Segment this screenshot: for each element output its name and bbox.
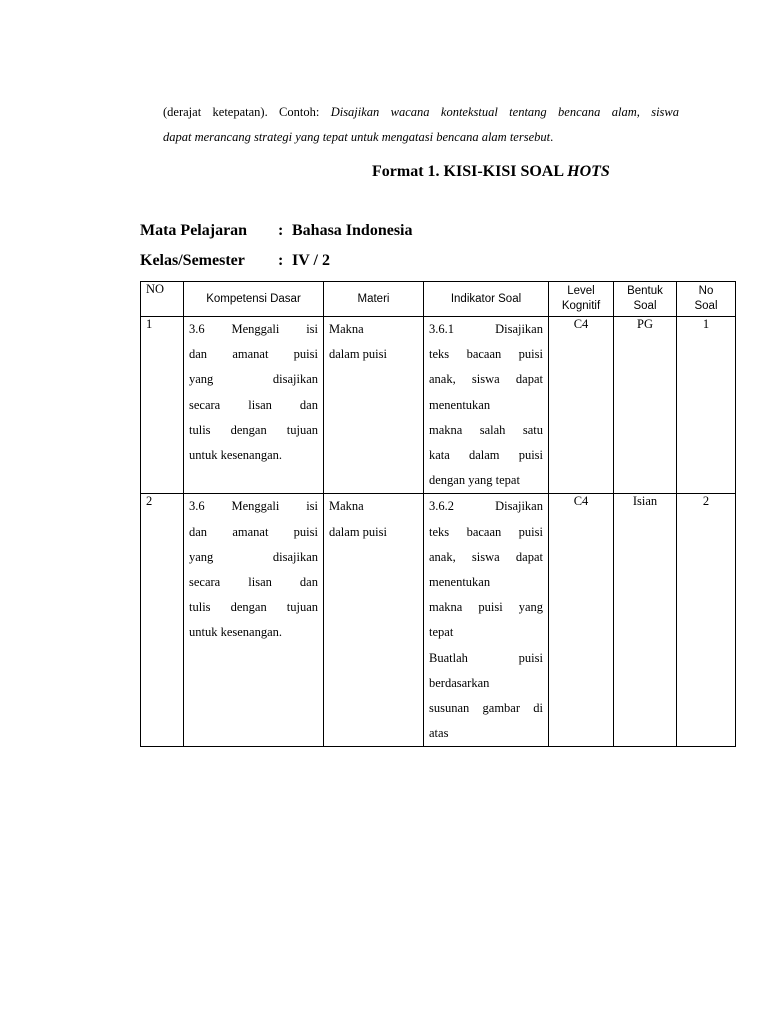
cell-indikator-soal xyxy=(424,317,549,494)
kd-line: yang disajikan xyxy=(189,372,318,387)
indikator-line: atas xyxy=(429,726,449,741)
header-indikator-soal: Indikator Soal xyxy=(424,282,549,317)
indikator-line: makna salah satu xyxy=(429,422,543,437)
mapel-value: Bahasa Indonesia xyxy=(292,222,413,239)
header-bentuk-line-2: Soal xyxy=(633,300,657,312)
mapel-label: Mata Pelajaran xyxy=(140,222,248,239)
header-bentuk-line-1: Bentuk xyxy=(627,285,663,297)
kd-line: secara lisan dan xyxy=(189,397,318,412)
intro-period: . xyxy=(550,130,554,144)
cell-indikator-soal xyxy=(424,494,549,747)
header-nosoal-line-1: No xyxy=(698,285,714,297)
cell-materi xyxy=(324,317,424,494)
cell-kompetensi-dasar xyxy=(184,317,324,494)
cell-no: 1 xyxy=(141,317,184,494)
header-level-line-2: Kognitif xyxy=(561,300,601,312)
header-materi: Materi xyxy=(324,282,424,317)
indikator-line: dengan yang tepat xyxy=(429,473,520,488)
cell-materi xyxy=(324,494,424,747)
indikator-line: menentukan xyxy=(429,575,491,590)
kd-line: 3.6 Menggali isi xyxy=(189,322,318,336)
indikator-line: berdasarkan xyxy=(429,675,490,690)
mapel-colon: : xyxy=(278,222,284,239)
kd-line: 3.6 Menggali isi xyxy=(189,499,318,514)
cell-no-soal: 1 xyxy=(677,317,736,494)
table-row xyxy=(141,317,736,494)
indikator-line: susunan gambar di xyxy=(429,701,543,716)
kelas-value: IV / 2 xyxy=(292,252,330,269)
indikator-line: anak, siswa dapat xyxy=(429,549,543,564)
kd-line: dan amanat puisi xyxy=(189,524,318,539)
format-title-text: Format 1. KISI-KISI SOAL xyxy=(372,163,568,180)
header-kompetensi-dasar: Kompetensi Dasar xyxy=(184,282,324,317)
indikator-line: Buatlah puisi xyxy=(429,650,543,665)
intro-paragraph xyxy=(163,100,679,150)
kd-line: untuk kesenangan. xyxy=(189,448,283,463)
indikator-line: teks bacaan puisi xyxy=(429,347,543,362)
kd-line: dan amanat puisi xyxy=(189,347,318,362)
indikator-line: 3.6.2 Disajikan xyxy=(429,499,543,514)
indikator-line: makna puisi yang xyxy=(429,600,543,615)
format-title xyxy=(372,163,610,181)
header-no: NO xyxy=(141,282,184,317)
materi-line: dalam puisi xyxy=(329,524,387,539)
header-level-kognitif xyxy=(549,282,614,317)
materi-line: dalam puisi xyxy=(329,347,387,362)
cell-kompetensi-dasar xyxy=(184,494,324,747)
header-no-soal xyxy=(677,282,736,317)
format-title-italic: HOTS xyxy=(567,163,610,180)
indikator-line: anak, siswa dapat xyxy=(429,372,543,387)
kelas-label: Kelas/Semester xyxy=(140,252,245,269)
header-bentuk-soal xyxy=(614,282,677,317)
indikator-line: menentukan xyxy=(429,397,491,412)
kelas-colon: : xyxy=(278,252,284,269)
meta-mata-pelajaran xyxy=(140,222,413,240)
kd-line: yang disajikan xyxy=(189,549,318,564)
cell-bentuk-soal: PG xyxy=(614,317,677,494)
meta-kelas-semester xyxy=(140,252,330,270)
intro-line-1 xyxy=(163,100,679,125)
intro-example-text: Disajikan wacana kontekstual tentang bencana alam, siswa xyxy=(330,105,679,119)
cell-level-kognitif: C4 xyxy=(549,494,614,747)
indikator-line: teks bacaan puisi xyxy=(429,524,543,539)
cell-level-kognitif: C4 xyxy=(549,317,614,494)
kd-line: tulis dengan tujuan xyxy=(189,422,318,437)
indikator-line: kata dalam puisi xyxy=(429,448,543,463)
cell-bentuk-soal: Isian xyxy=(614,494,677,747)
table-header-row xyxy=(141,282,736,317)
cell-no: 2 xyxy=(141,494,184,747)
materi-line: Makna xyxy=(329,499,364,514)
intro-line-2 xyxy=(163,125,679,150)
indikator-line: tepat xyxy=(429,625,454,640)
intro-text: (derajat ketepatan). Contoh: xyxy=(163,105,331,119)
table-row xyxy=(141,494,736,747)
cell-no-soal: 2 xyxy=(677,494,736,747)
kisi-kisi-table xyxy=(140,281,736,747)
intro-example-text-cont: dapat merancang strategi yang tepat untuk mengatasi bencana alam tersebut xyxy=(163,130,551,144)
kd-line: tulis dengan tujuan xyxy=(189,600,318,615)
kd-line: untuk kesenangan. xyxy=(189,625,283,640)
materi-line: Makna xyxy=(329,322,364,336)
kd-line: secara lisan dan xyxy=(189,575,318,590)
header-nosoal-line-2: Soal xyxy=(694,300,718,312)
header-level-line-1: Level xyxy=(567,285,595,297)
indikator-line: 3.6.1 Disajikan xyxy=(429,322,543,336)
